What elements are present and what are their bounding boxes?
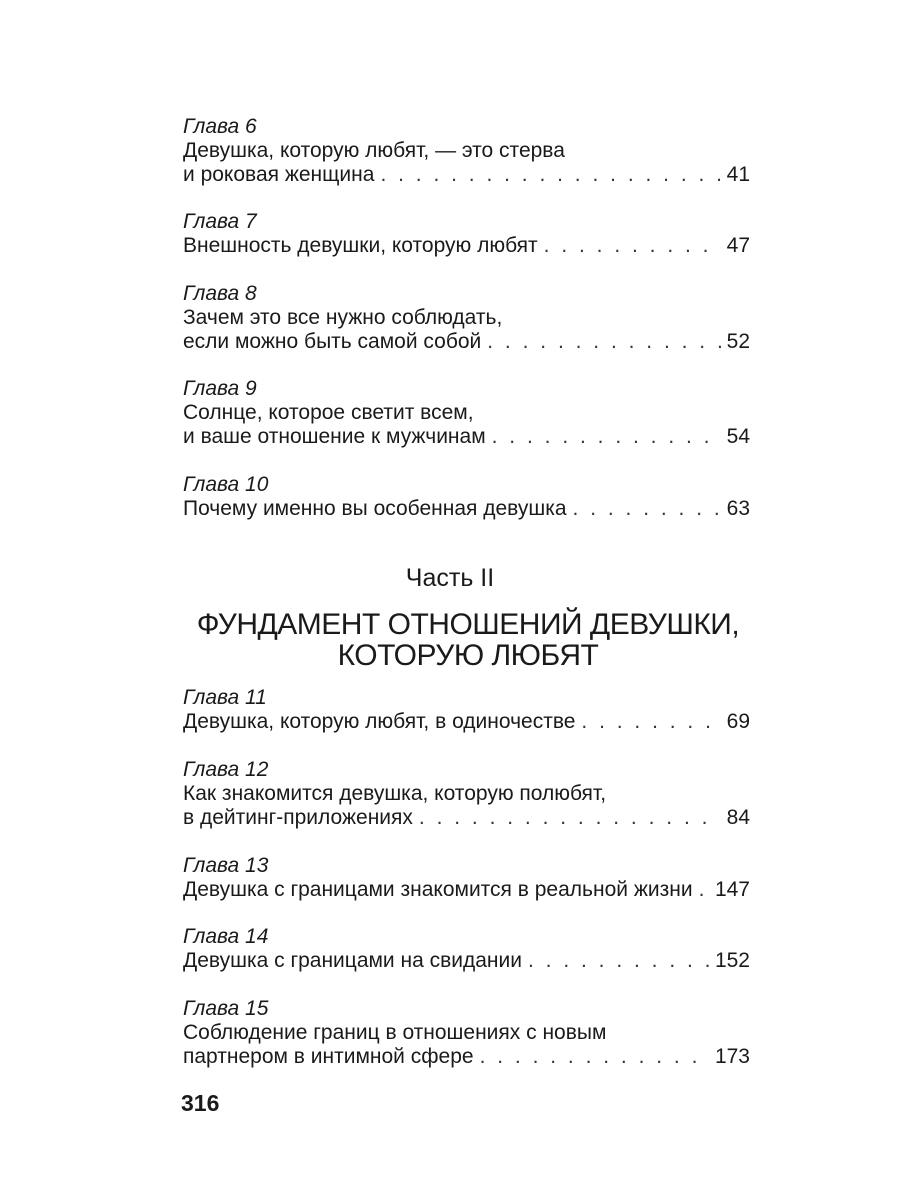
toc-leader-line — [183, 806, 750, 830]
dot-leader — [492, 425, 721, 449]
chapter-title-line: Соблюдение границ в отношениях с новым — [183, 1021, 607, 1044]
toc-entry — [183, 282, 750, 354]
chapter-number: Глава 10 — [183, 473, 269, 496]
dot-leader — [480, 1045, 709, 1069]
chapter-number: Глава 13 — [183, 854, 269, 877]
chapter-title-line: и роковая женщина — [183, 163, 375, 186]
page-number: 69 — [726, 710, 750, 733]
toc-leader-line — [183, 163, 750, 187]
chapter-title-line: если можно быть самой собой — [183, 330, 482, 353]
chapter-number: Глава 7 — [183, 210, 257, 233]
dot-leader — [544, 234, 721, 258]
toc-entry — [183, 686, 750, 734]
chapter-title-line: Девушка с границами на свидании — [183, 949, 522, 972]
page-number: 54 — [726, 425, 750, 448]
page-number: 52 — [726, 330, 750, 353]
dot-leader — [528, 949, 709, 973]
toc-leader-line — [183, 878, 750, 902]
part-title-line: ФУНДАМЕНТ ОТНОШЕНИЙ ДЕВУШКИ, — [196, 608, 740, 641]
dot-leader — [581, 710, 720, 734]
dot-leader — [699, 878, 709, 902]
chapter-number: Глава 12 — [183, 758, 269, 781]
toc-entry — [183, 473, 750, 521]
toc-leader-line — [183, 234, 750, 258]
chapter-title-line: Зачем это все нужно соблюдать, — [183, 306, 503, 329]
chapter-title-line: Девушка, которую любят, — это стерва — [183, 139, 565, 162]
chapter-number: Глава 11 — [183, 686, 267, 709]
toc-entry — [183, 854, 750, 902]
chapter-title-line: Девушка с границами знакомится в реальной жизни — [183, 878, 693, 901]
chapter-title-line: Почему именно вы особенная девушка — [183, 497, 567, 520]
chapter-number: Глава 15 — [183, 997, 269, 1020]
page-number: 173 — [714, 1045, 750, 1068]
part-title-line: КОТОРУЮ ЛЮБЯТ — [337, 639, 599, 672]
chapter-number: Глава 14 — [183, 925, 269, 948]
chapter-number: Глава 8 — [183, 282, 257, 305]
page-number: 63 — [726, 497, 750, 520]
dot-leader — [487, 330, 720, 354]
toc-leader-line — [183, 949, 750, 973]
page-number: 47 — [726, 234, 750, 257]
chapter-title-line: Внешность девушки, которую любят — [183, 234, 538, 257]
page-number: 147 — [714, 878, 750, 901]
folio-page-number: 316 — [181, 1090, 220, 1116]
toc-leader-line — [183, 710, 750, 734]
chapter-title-line: Девушка, которую любят, в одиночестве — [183, 710, 576, 733]
toc-entry — [183, 925, 750, 973]
toc-leader-line — [183, 497, 750, 521]
chapter-title-line: в дейтинг-приложениях — [183, 806, 413, 829]
dot-leader — [419, 806, 721, 830]
chapter-title-line: Солнце, которое светит всем, — [183, 401, 474, 424]
chapter-title-line: партнером в интимной сфере — [183, 1045, 474, 1068]
chapter-number: Глава 9 — [183, 377, 257, 400]
toc-leader-line — [183, 425, 750, 449]
toc-entry — [183, 115, 750, 187]
toc-entry — [183, 758, 750, 830]
chapter-number: Глава 6 — [183, 115, 257, 138]
toc-entry — [183, 377, 750, 449]
part-label: Часть II — [405, 564, 495, 592]
page-number: 41 — [726, 163, 750, 186]
dot-leader — [380, 163, 720, 187]
page-number: 152 — [714, 949, 750, 972]
toc-entry — [183, 210, 750, 258]
chapter-title-line: Как знакомится девушка, которую полюбят, — [183, 782, 607, 805]
toc-entry — [183, 997, 750, 1069]
toc-leader-line — [183, 1045, 750, 1069]
chapter-title-line: и ваше отношение к мужчинам — [183, 425, 486, 448]
page-number: 84 — [726, 806, 750, 829]
dot-leader — [573, 497, 721, 521]
toc-leader-line — [183, 330, 750, 354]
